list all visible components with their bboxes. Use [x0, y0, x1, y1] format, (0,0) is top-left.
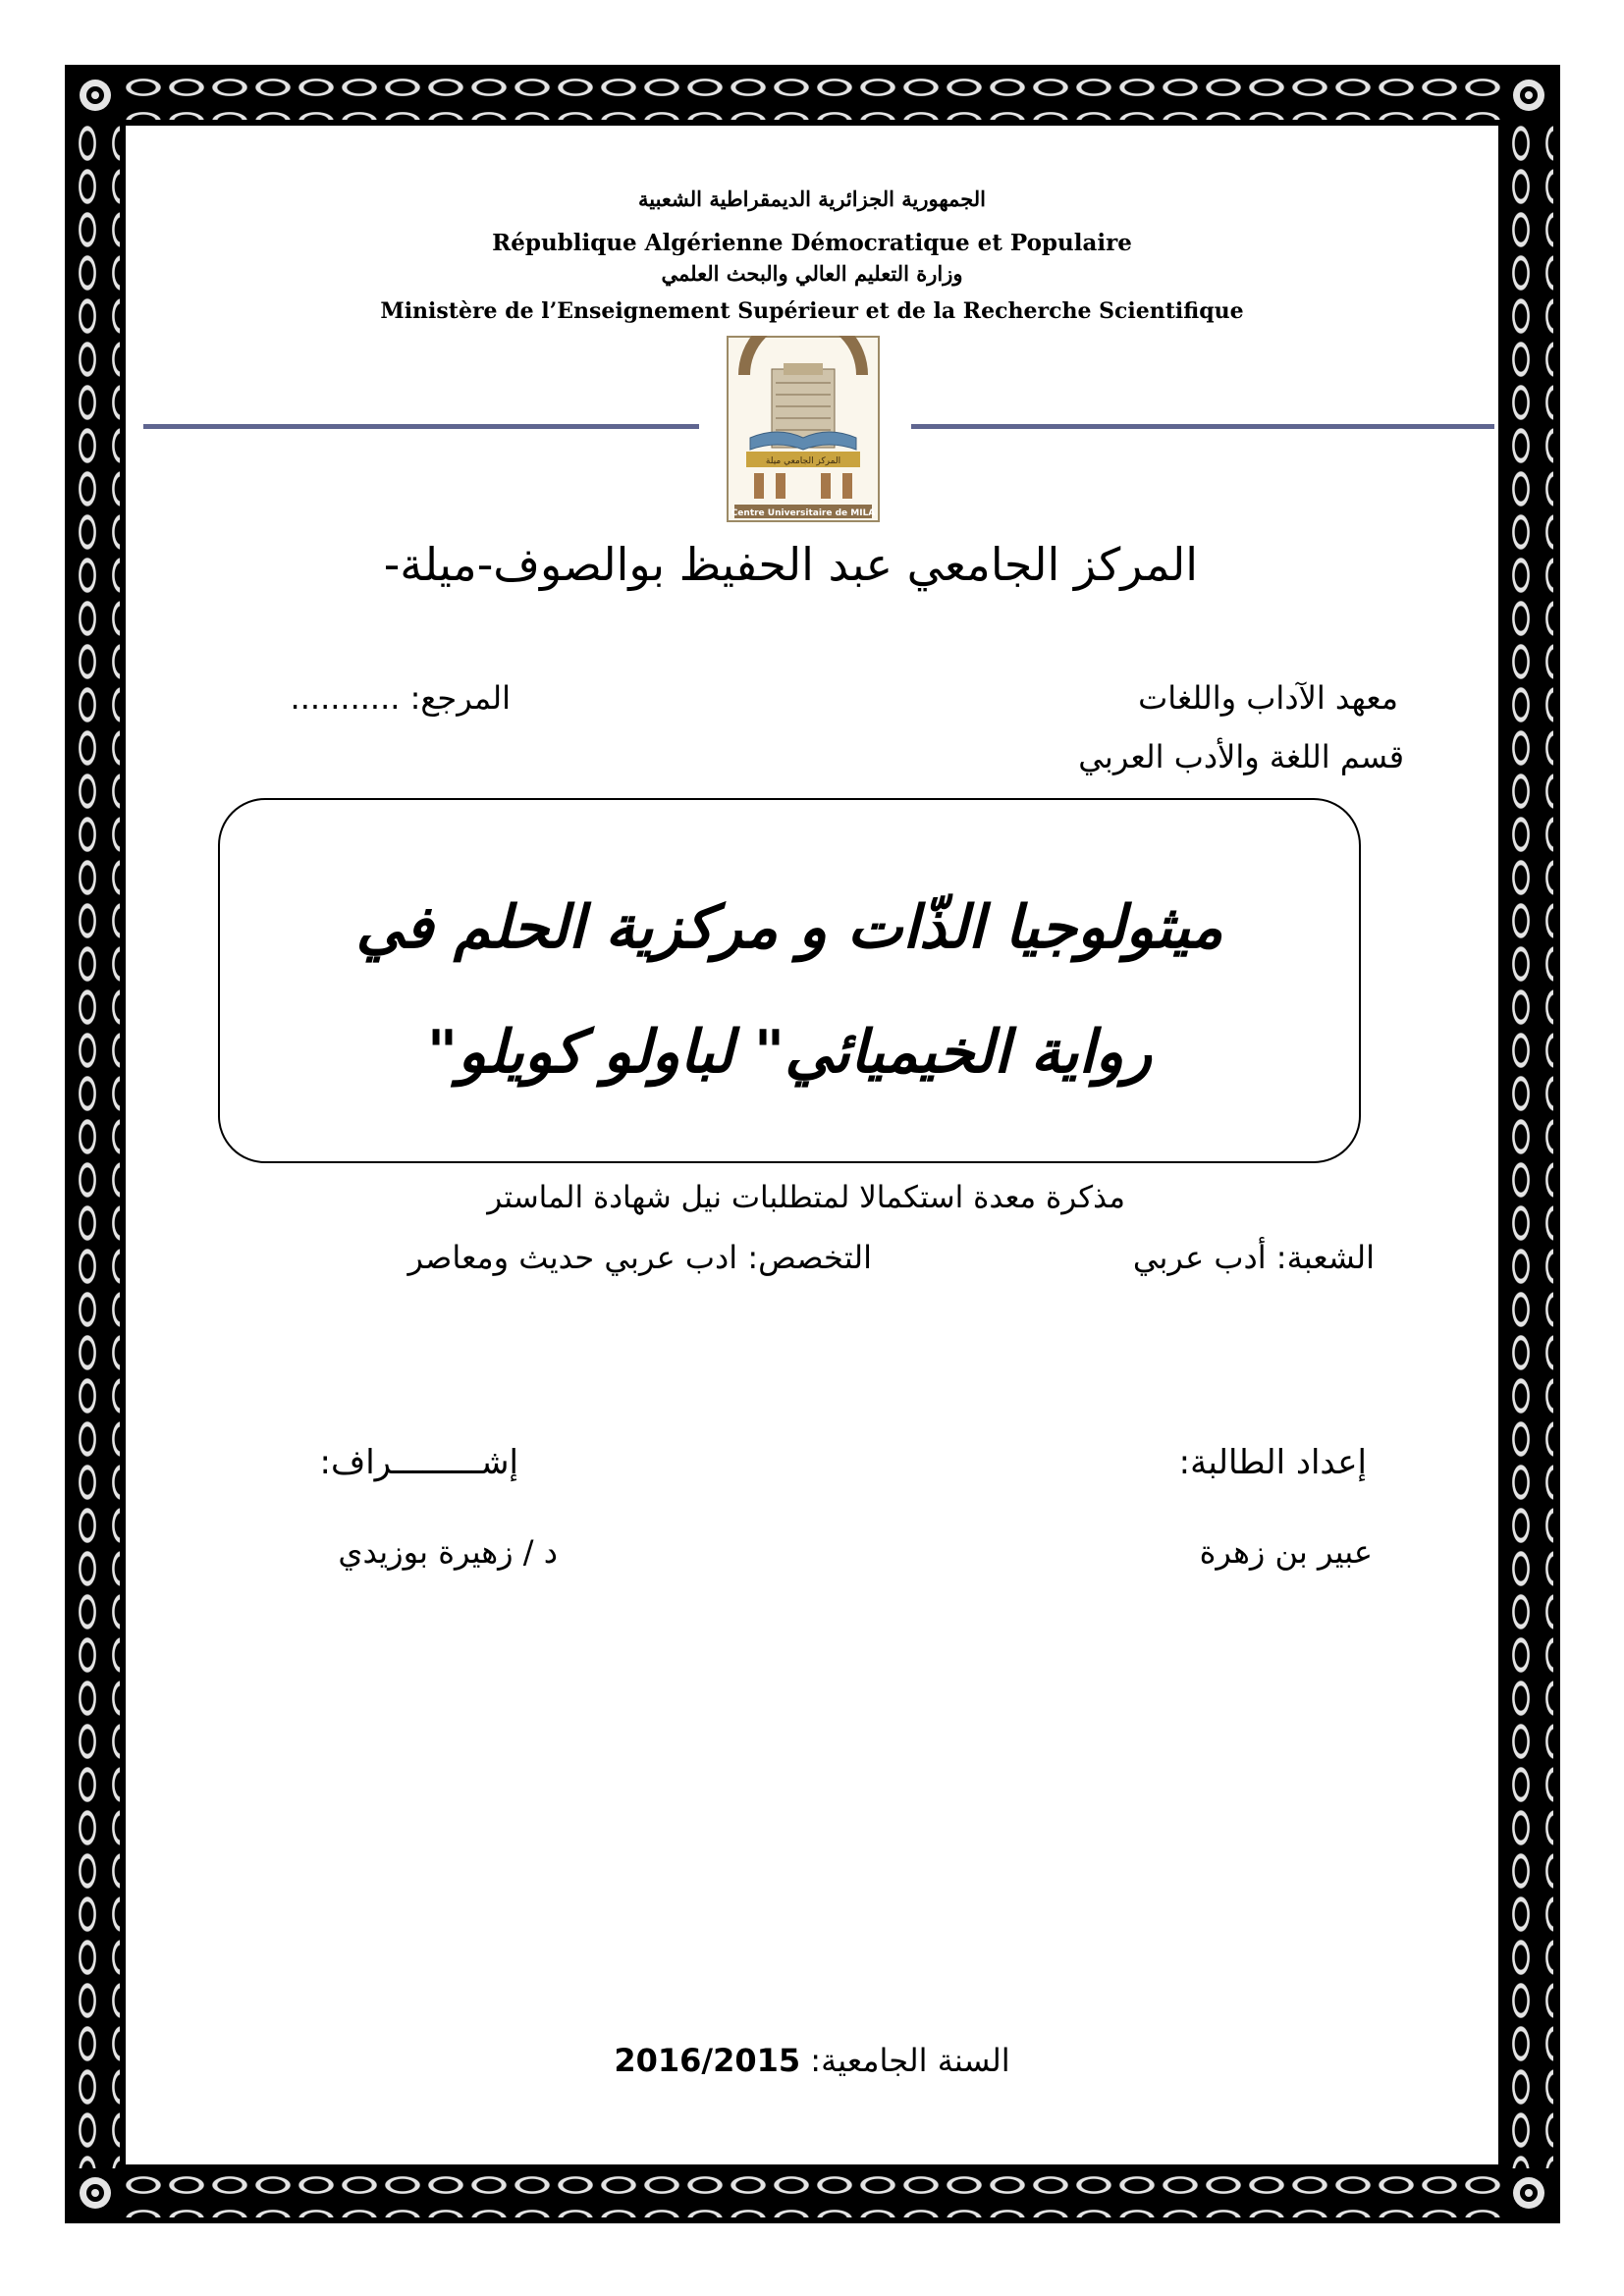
- branch-field: الشعبة: أدب عربي: [1132, 1239, 1375, 1276]
- thesis-title-line-1: ميثولوجيا الذّات و مركزية الحلم في: [355, 893, 1223, 962]
- border-top-band: [122, 71, 1502, 120]
- header-divider-right: [911, 424, 1494, 429]
- border-right-band: [1504, 122, 1553, 2168]
- thesis-title-box: [218, 798, 1361, 1163]
- svg-text:المركز الجامعي ميلة: المركز الجامعي ميلة: [765, 456, 841, 466]
- border-bottom-band: [122, 2168, 1502, 2217]
- border-corner-ornament: [1504, 71, 1553, 120]
- academic-year-value: 2016/2015: [614, 2042, 801, 2079]
- ministry-name-french: Ministère de l’Enseignement Supérieur et de la Recherche Scientifique: [380, 298, 1244, 324]
- border-corner-ornament: [71, 71, 120, 120]
- header-divider-left: [143, 424, 699, 429]
- republic-name-french: République Algérienne Démocratique et Populaire: [492, 230, 1132, 256]
- academic-year: [419, 2042, 1205, 2079]
- department-name: قسم اللغة والأدب العربي: [1078, 738, 1404, 775]
- institute-name: معهد الآداب واللغات: [1138, 679, 1398, 717]
- student-label: إعداد الطالبة:: [1178, 1443, 1367, 1482]
- university-center-name: المركز الجامعي عبد الحفيظ بوالصوف-ميلة-: [383, 538, 1198, 591]
- supervisor-label: إشـــــــــراف:: [319, 1443, 518, 1482]
- university-logo: [727, 336, 880, 522]
- republic-name-arabic: الجمهورية الجزائرية الديمقراطية الشعبية: [637, 187, 986, 211]
- border-corner-ornament: [1504, 2168, 1553, 2217]
- student-name: عبير بن زهرة: [1199, 1533, 1373, 1571]
- reference-number: المرجع: ...........: [290, 679, 511, 717]
- ministry-name-arabic: وزارة التعليم العالي والبحث العلمي: [661, 261, 963, 286]
- academic-year-label: السنة الجامعية:: [810, 2042, 1010, 2079]
- thesis-title-line-2: رواية الخيميائي" لباولو كويلو": [426, 1018, 1153, 1087]
- thesis-purpose: مذكرة معدة استكمالا لمتطلبات نيل شهادة الماستر: [487, 1180, 1125, 1215]
- svg-text:Centre Universitaire de MILA: Centre Universitaire de MILA: [731, 508, 876, 518]
- specialty-field: التخصص: ادب عربي حديث ومعاصر: [407, 1239, 872, 1276]
- border-left-band: [71, 122, 120, 2168]
- supervisor-name: د / زهيرة بوزيدي: [338, 1533, 558, 1571]
- border-corner-ornament: [71, 2168, 120, 2217]
